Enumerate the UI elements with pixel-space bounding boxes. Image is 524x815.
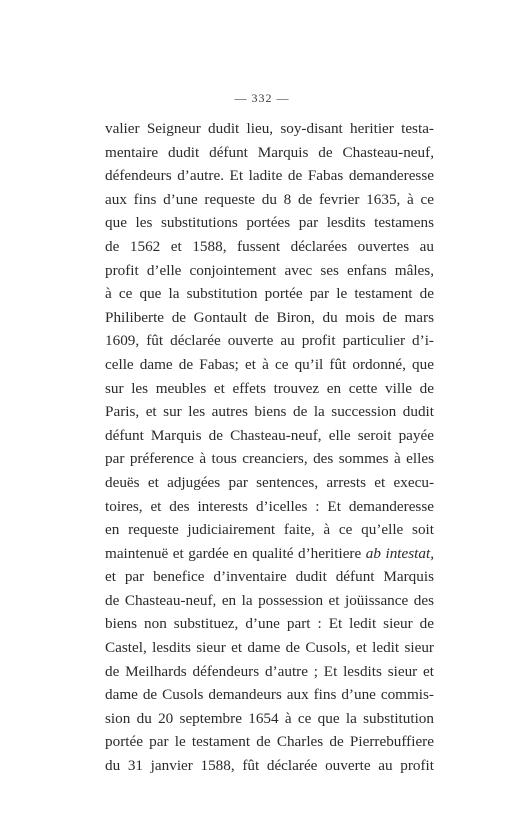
text-line-17: toires, et des interests d’icelles : Et demanderesse: [105, 497, 434, 515]
text-line-2: mentaire dudit défunt Marquis de Chasteau-neuf,: [105, 143, 434, 161]
text-line-26: sion du 20 septembre 1654 à ce que la substitution: [105, 709, 434, 727]
text-line-22: biens non substituez, d’une part : Et ledit sieur de: [105, 615, 434, 633]
body-text: [105, 117, 434, 778]
text-line-18: en requeste judiciairement faite, à ce qu’elle soit: [105, 521, 434, 539]
text-line-6: de 1562 et 1588, fussent déclarées ouvertes au: [105, 237, 434, 255]
text-line-5: que les substitutions portées par lesdits testamens: [105, 214, 434, 232]
text-line-21: de Chasteau-neuf, en la possession et joüissance des: [105, 591, 434, 609]
text-line-14: défunt Marquis de Chasteau-neuf, elle seroit payée: [105, 426, 434, 444]
text-line-19-main: maintenuë et gardée en qualité d’heritiere: [105, 544, 362, 562]
text-line-13: Paris, et sur les autres biens de la succession dudit: [105, 403, 434, 421]
text-line-20: et par benefice d’inventaire dudit défunt Marquis: [105, 568, 434, 586]
text-line-10: 1609, fût déclarée ouverte au profit particulier d’i-: [105, 332, 434, 350]
text-line-23: Castel, lesdits sieur et dame de Cusols, et ledit sieur: [105, 639, 434, 657]
text-line-25: dame de Cusols demandeurs aux fins d’une commis-: [105, 686, 434, 704]
text-line-19: [105, 542, 434, 566]
text-line-28: du 31 janvier 1588, fût déclarée ouverte au profit: [105, 757, 434, 775]
italic-phrase: ab intestat,: [365, 544, 434, 562]
text-line-27: portée par le testament de Charles de Pierrebuffiere: [105, 733, 434, 751]
text-line-8: à ce que la substitution portée par le testament de: [105, 285, 434, 303]
text-line-15: par préference à tous creanciers, des sommes à elles: [105, 450, 434, 468]
text-line-3: défendeurs d’autre. Et ladite de Fabas demanderesse: [105, 167, 434, 185]
text-line-12: sur les meubles et effets trouvez en cette ville de: [105, 379, 434, 397]
text-line-9: Philiberte de Gontault de Biron, du mois de mars: [105, 308, 434, 326]
text-line-11: celle dame de Fabas; et à ce qu’il fût ordonné, que: [105, 355, 434, 373]
text-line-7: profit d’elle conjointement avec ses enfans mâles,: [105, 261, 434, 279]
text-line-16: deuës et adjugées par sentences, arrests et execu-: [105, 473, 434, 491]
text-line-1: valier Seigneur dudit lieu, soy-disant heritier testa-: [105, 120, 434, 137]
text-line-24: de Meilhards défendeurs d’autre ; Et lesdits sieur et: [105, 662, 434, 680]
page-number: — 332 —: [234, 91, 290, 105]
text-line-4: aux fins d’une requeste du 8 de fevrier 1635, à ce: [105, 190, 434, 208]
